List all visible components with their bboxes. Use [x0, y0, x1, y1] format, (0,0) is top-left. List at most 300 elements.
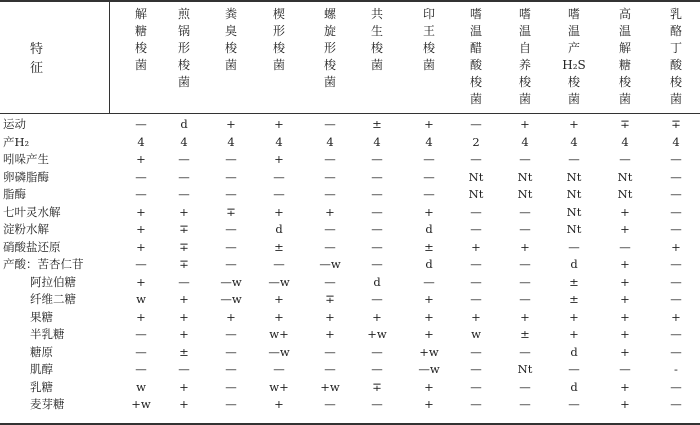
table-cell: —: [324, 187, 336, 201]
column-header-char: 王: [422, 24, 435, 38]
row-label: 麦芽糖: [30, 397, 65, 411]
column-header-char: H₂S: [562, 58, 586, 72]
table-cell: —w: [220, 292, 242, 306]
table-cell: +: [325, 204, 335, 219]
column-header-char: 菌: [272, 58, 285, 72]
table-cell: w: [136, 379, 146, 394]
column-header-char: 解: [618, 41, 631, 55]
table-cell: +: [520, 309, 530, 324]
column-header-7: [405, 6, 453, 110]
table-cell: +: [620, 344, 630, 359]
table-cell: ∓: [325, 292, 335, 306]
column-header-char: 梭: [134, 41, 147, 55]
table-cell: —: [273, 187, 285, 201]
table-cell: —w: [220, 274, 242, 289]
table-cell: +: [179, 204, 189, 219]
table-cell: +: [620, 274, 630, 289]
row-label: 脂酶: [3, 187, 26, 201]
column-header-char: 乳: [669, 7, 682, 21]
row-label: 糖原: [30, 344, 53, 359]
table-cell: ∓: [179, 257, 189, 271]
table-cell: +: [179, 379, 189, 394]
table-cell: +: [179, 397, 189, 411]
column-header-6: [353, 6, 401, 110]
table-cell: d: [570, 257, 578, 271]
table-cell: —: [470, 379, 482, 394]
table-row: [0, 345, 700, 360]
table-cell: —: [225, 397, 237, 411]
table-cell: —: [371, 257, 383, 271]
column-header-9: [501, 6, 549, 110]
table-cell: +: [520, 239, 530, 254]
table-cell: Nt: [517, 169, 533, 184]
column-header-char: 嗜: [469, 7, 482, 21]
table-cell: +: [274, 292, 284, 306]
table-cell: +: [274, 309, 284, 324]
table-cell: +: [424, 379, 434, 394]
column-header-char: 温: [618, 24, 631, 38]
table-cell: —: [324, 397, 336, 411]
table-cell: 4: [672, 134, 680, 149]
table-cell: Nt: [468, 169, 484, 184]
table-cell: —w: [418, 362, 440, 376]
table-cell: +w: [367, 327, 387, 341]
column-header-8: [452, 6, 500, 110]
table-cell: —: [371, 344, 383, 359]
column-header-char: 醋: [469, 41, 482, 55]
table-row: [0, 310, 700, 325]
column-header-4: [255, 6, 303, 110]
table-cell: —: [619, 152, 631, 166]
column-header-char: 产: [567, 41, 580, 55]
table-cell: Nt: [617, 169, 633, 184]
row-label: 阿拉伯糖: [30, 274, 76, 289]
table-cell: +: [471, 239, 481, 254]
table-cell: w+: [269, 379, 289, 394]
row-label: 七叶灵水解: [3, 204, 61, 219]
table-cell: —: [371, 397, 383, 411]
column-header-char: 梭: [370, 41, 383, 55]
table-cell: +: [136, 274, 146, 289]
table-cell: —: [470, 117, 482, 131]
table-cell: w: [136, 292, 146, 306]
table-cell: —: [371, 222, 383, 236]
table-cell: ±: [179, 344, 189, 359]
table-cell: +: [424, 309, 434, 324]
column-header-char: 臭: [224, 24, 237, 38]
table-cell: —: [423, 187, 435, 201]
table-cell: —: [670, 204, 682, 219]
table-cell: +: [274, 117, 284, 131]
column-header-char: 梭: [272, 41, 285, 55]
table-cell: —: [423, 152, 435, 166]
table-cell: +: [179, 327, 189, 341]
column-header-char: 梭: [224, 41, 237, 55]
table-cell: +: [620, 292, 630, 306]
table-cell: —: [324, 344, 336, 359]
table-cell: —: [470, 362, 482, 376]
table-cell: ∓: [179, 239, 189, 254]
table-cell: +: [671, 239, 681, 254]
column-header-char: 菌: [422, 58, 435, 72]
table-cell: Nt: [566, 169, 582, 184]
column-header-char: 菌: [134, 58, 147, 72]
table-cell: —: [423, 274, 435, 289]
row-label: 产酸：苦杏仁苷: [3, 257, 84, 271]
column-header-char: 酪: [669, 24, 682, 38]
table-cell: —: [470, 257, 482, 271]
table-cell: d: [570, 379, 578, 394]
table-row: [0, 170, 700, 185]
table-cell: —: [470, 152, 482, 166]
table-cell: +: [620, 379, 630, 394]
table-cell: —: [470, 292, 482, 306]
table-cell: ±: [569, 274, 579, 289]
table-cell: —: [135, 187, 147, 201]
column-header-2: [160, 6, 208, 110]
table-cell: Nt: [468, 187, 484, 201]
table-cell: —: [568, 239, 580, 254]
table-cell: —: [225, 222, 237, 236]
column-header-char: 菌: [618, 92, 631, 106]
table-cell: —: [135, 344, 147, 359]
table-cell: —: [470, 344, 482, 359]
table-cell: —: [135, 327, 147, 341]
header-divider: [109, 0, 110, 113]
column-header-char: 温: [567, 24, 580, 38]
table-cell: —: [324, 239, 336, 254]
column-header-char: 梭: [518, 75, 531, 89]
column-header-char: 菌: [224, 58, 237, 72]
column-header-char: 梭: [567, 75, 580, 89]
table-cell: —: [470, 204, 482, 219]
table-row: [0, 397, 700, 412]
row-label: 卵磷脂酶: [3, 169, 49, 184]
column-header-11: [601, 6, 649, 110]
column-header-char: 梭: [469, 75, 482, 89]
table-cell: —: [324, 362, 336, 376]
table-cell: —: [519, 397, 531, 411]
table-cell: ∓: [226, 204, 236, 219]
column-header-char: 解: [134, 7, 147, 21]
column-header-1: [117, 6, 165, 110]
table-cell: —: [135, 257, 147, 271]
table-cell: ±: [424, 239, 434, 254]
table-cell: +: [136, 309, 146, 324]
table-cell: +: [569, 117, 579, 131]
column-header-char: 丁: [669, 41, 682, 55]
table-cell: 4: [373, 134, 381, 149]
table-cell: —w: [268, 344, 290, 359]
table-cell: —: [423, 169, 435, 184]
table-cell: ±: [569, 292, 579, 306]
row-label: 产H₂: [3, 134, 30, 149]
column-header-char: 养: [518, 58, 531, 72]
table-cell: —: [324, 117, 336, 131]
table-cell: +w: [320, 379, 340, 394]
table-row: [0, 152, 700, 167]
row-label: 纤维二糖: [30, 292, 76, 306]
table-cell: +: [274, 397, 284, 411]
table-cell: —: [519, 344, 531, 359]
table-cell: —: [178, 274, 190, 289]
column-header-char: 糖: [134, 24, 147, 38]
table-cell: +: [520, 117, 530, 131]
row-label: 运动: [3, 117, 26, 131]
column-header-char: 煎: [177, 7, 190, 21]
table-cell: 4: [227, 134, 235, 149]
table-cell: —: [371, 204, 383, 219]
table-cell: +: [325, 309, 335, 324]
row-label: 吲哚产生: [3, 152, 49, 166]
table-cell: —: [568, 397, 580, 411]
column-header-char: 高: [618, 7, 631, 21]
column-header-char: 生: [370, 24, 383, 38]
table-cell: —: [178, 152, 190, 166]
table-cell: —: [371, 169, 383, 184]
column-header-char: 自: [518, 41, 531, 55]
table-cell: 4: [180, 134, 188, 149]
column-header-char: 嗜: [567, 7, 580, 21]
row-label: 硝酸盐还原: [3, 239, 61, 254]
column-header-char: 梭: [177, 58, 190, 72]
table-cell: —: [519, 257, 531, 271]
table-cell: +: [424, 117, 434, 131]
table-row: [0, 327, 700, 342]
table-row: [0, 205, 700, 220]
column-header-char: 菌: [567, 92, 580, 106]
table-cell: d: [275, 222, 283, 236]
column-header-char: 梭: [422, 41, 435, 55]
table-cell: —: [225, 152, 237, 166]
table-cell: +: [620, 309, 630, 324]
table-cell: —: [225, 239, 237, 254]
column-header-char: 楔: [272, 7, 285, 21]
table-cell: —: [135, 169, 147, 184]
table-cell: —w: [319, 257, 341, 271]
table-cell: d: [570, 344, 578, 359]
feature-column-header: 特征: [30, 41, 74, 76]
table-cell: —: [470, 397, 482, 411]
column-header-char: 形: [323, 41, 336, 55]
table-cell: ±: [372, 117, 382, 131]
table-row: [0, 380, 700, 395]
table-cell: —: [519, 379, 531, 394]
table-cell: —: [135, 362, 147, 376]
column-header-char: 形: [177, 41, 190, 55]
table-cell: ∓: [372, 379, 382, 394]
table-cell: 4: [570, 134, 578, 149]
table-cell: +: [325, 327, 335, 341]
column-header-char: 锅: [177, 24, 190, 38]
table-cell: —: [273, 257, 285, 271]
table-cell: +: [274, 204, 284, 219]
table-cell: d: [373, 274, 381, 289]
table-cell: —: [178, 169, 190, 184]
table-cell: —: [225, 169, 237, 184]
table-row: [0, 292, 700, 307]
table-cell: +: [136, 222, 146, 236]
table-cell: —: [470, 222, 482, 236]
table-cell: +: [179, 309, 189, 324]
table-cell: ∓: [179, 222, 189, 236]
table-cell: w+: [269, 327, 289, 341]
table-cell: +: [136, 204, 146, 219]
table-cell: +: [620, 327, 630, 341]
table-cell: —: [225, 344, 237, 359]
column-header-char: 旋: [323, 24, 336, 38]
table-cell: +: [372, 309, 382, 324]
table-cell: —: [324, 169, 336, 184]
table-cell: +w: [419, 344, 439, 359]
table-cell: 4: [275, 134, 283, 149]
table-cell: —: [324, 274, 336, 289]
table-cell: 4: [326, 134, 334, 149]
table-cell: —: [568, 362, 580, 376]
table-row: [0, 187, 700, 202]
column-header-12: [652, 6, 700, 110]
table-cell: —: [519, 274, 531, 289]
column-header-char: 糖: [618, 58, 631, 72]
table-cell: —: [225, 362, 237, 376]
table-cell: —: [273, 362, 285, 376]
table-cell: +: [226, 309, 236, 324]
column-header-char: 菌: [669, 92, 682, 106]
row-label: 乳糖: [30, 379, 53, 394]
column-header-char: 印: [422, 7, 435, 21]
table-cell: ∓: [671, 117, 681, 131]
table-cell: +: [620, 257, 630, 271]
table-cell: +: [620, 397, 630, 411]
table-cell: —: [519, 152, 531, 166]
table-row: [0, 222, 700, 237]
table-cell: +: [471, 309, 481, 324]
table-cell: 4: [621, 134, 629, 149]
column-header-10: [550, 6, 598, 110]
table-cell: Nt: [517, 187, 533, 201]
table-cell: Nt: [566, 204, 582, 219]
column-header-char: 梭: [618, 75, 631, 89]
table-cell: —: [178, 362, 190, 376]
table-cell: —: [273, 169, 285, 184]
column-header-char: 共: [370, 7, 383, 21]
table-cell: +: [424, 292, 434, 306]
row-label: 果糖: [30, 309, 53, 324]
column-header-char: 温: [469, 24, 482, 38]
column-header-char: 酸: [469, 58, 482, 72]
column-header-char: 菌: [370, 58, 383, 72]
table-cell: —: [225, 187, 237, 201]
column-header-char: 粪: [224, 7, 237, 21]
table-cell: 2: [472, 134, 480, 149]
table-cell: —: [670, 274, 682, 289]
table-cell: —: [670, 397, 682, 411]
table-cell: —: [519, 204, 531, 219]
table-cell: d: [425, 222, 433, 236]
table-cell: —: [619, 239, 631, 254]
table-cell: +: [136, 152, 146, 166]
table-cell: —: [670, 257, 682, 271]
table-cell: —: [371, 187, 383, 201]
table-cell: —: [670, 292, 682, 306]
row-label: 淀粉水解: [3, 222, 49, 236]
row-label: 半乳糖: [30, 327, 65, 341]
table-cell: ±: [274, 239, 284, 254]
table-cell: 4: [425, 134, 433, 149]
table-cell: +: [620, 222, 630, 236]
table-cell: —: [371, 239, 383, 254]
table-cell: —: [371, 152, 383, 166]
table-cell: +: [136, 239, 146, 254]
table-cell: +: [226, 117, 236, 131]
column-header-char: 温: [518, 24, 531, 38]
table-cell: +: [424, 204, 434, 219]
table-cell: —: [135, 117, 147, 131]
table-cell: ∓: [620, 117, 630, 131]
table-row: [0, 240, 700, 255]
column-header-char: 酸: [669, 58, 682, 72]
table-cell: —: [519, 292, 531, 306]
table-cell: —: [568, 152, 580, 166]
table-cell: —: [619, 362, 631, 376]
table-cell: —: [324, 152, 336, 166]
table-cell: —: [670, 169, 682, 184]
column-header-char: 菌: [323, 75, 336, 89]
table-row: [0, 117, 700, 132]
table-cell: —: [225, 379, 237, 394]
table-cell: w: [471, 327, 481, 341]
table-cell: +: [424, 327, 434, 341]
table-cell: 4: [137, 134, 145, 149]
table-cell: 4: [521, 134, 529, 149]
column-header-5: [306, 6, 354, 110]
table-cell: d: [180, 117, 188, 131]
table-cell: —: [670, 222, 682, 236]
table-cell: —: [371, 292, 383, 306]
column-header-char: 梭: [669, 75, 682, 89]
table-cell: Nt: [617, 187, 633, 201]
table-cell: ±: [520, 327, 530, 341]
table-cell: Nt: [566, 222, 582, 236]
table-cell: +: [274, 152, 284, 166]
table-cell: +: [620, 204, 630, 219]
table-cell: —: [178, 187, 190, 201]
table-cell: Nt: [517, 362, 533, 376]
table-cell: —: [519, 222, 531, 236]
table-cell: Nt: [566, 187, 582, 201]
column-header-char: 嗜: [518, 7, 531, 21]
table-row: [0, 257, 700, 272]
table-cell: —: [670, 344, 682, 359]
table-cell: —: [670, 187, 682, 201]
table-cell: —w: [268, 274, 290, 289]
table-cell: +: [424, 397, 434, 411]
table-cell: +: [569, 327, 579, 341]
table-row: [0, 135, 700, 150]
table-cell: —: [225, 257, 237, 271]
table-row: [0, 275, 700, 290]
table-cell: +: [671, 309, 681, 324]
column-header-3: [207, 6, 255, 110]
table-cell: +w: [131, 397, 151, 411]
header-rule: [0, 113, 700, 114]
table-cell: +: [179, 292, 189, 306]
table-cell: —: [670, 152, 682, 166]
column-header-char: 菌: [518, 92, 531, 106]
column-header-char: 菌: [469, 92, 482, 106]
table-cell: —: [371, 362, 383, 376]
table-cell: +: [569, 309, 579, 324]
